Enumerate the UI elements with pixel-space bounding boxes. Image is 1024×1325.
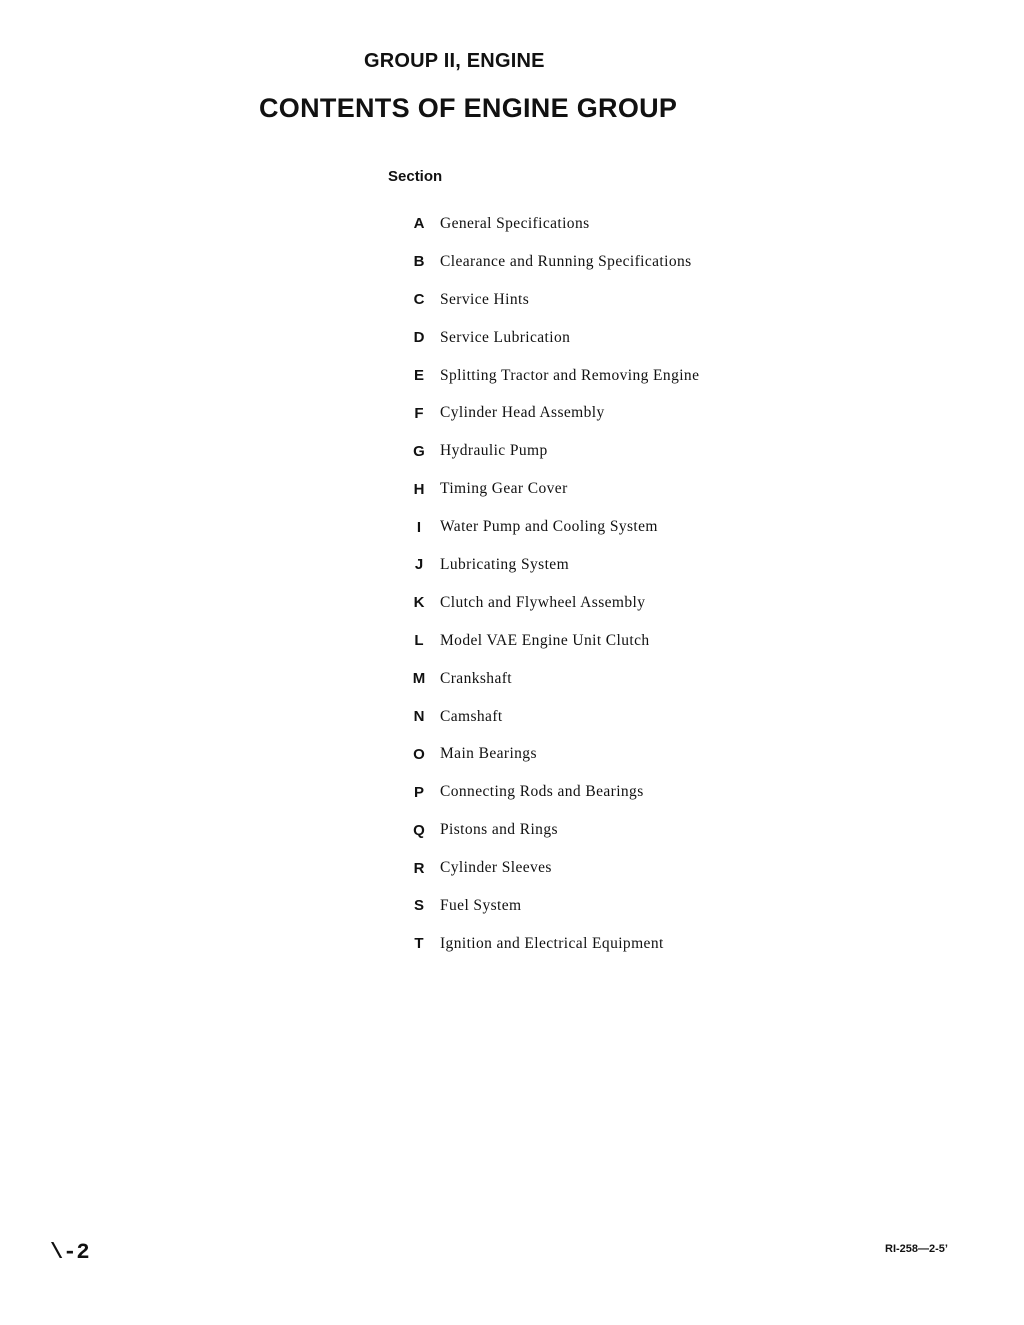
section-letter: O [413,745,425,763]
section-letter: N [413,708,425,726]
section-title: Service Hints [440,290,530,308]
section-letter: S [413,897,424,915]
contents-row-b [398,243,699,281]
contents-row-q [398,811,699,849]
section-title: Water Pump and Cooling System [440,518,658,536]
contents-row-f [398,394,699,432]
contents-row-l [398,622,699,660]
section-letter: L [414,632,424,650]
section-letter: B [413,253,425,271]
contents-row-k [398,584,699,622]
section-letter: J [414,556,424,574]
section-title: Lubricating System [440,555,570,573]
section-title: Fuel System [440,896,522,914]
section-title: Splitting Tractor and Removing Engine [440,366,700,384]
contents-row-g [398,432,699,470]
section-title: Ignition and Electrical Equipment [440,934,664,952]
contents-row-s [398,887,699,925]
contents-row-c [398,281,699,319]
section-title: General Specifications [440,214,590,232]
section-letter: E [413,367,424,384]
contents-row-m [398,660,699,698]
section-title: Clearance and Running Specifications [440,252,692,270]
section-letter: H [413,480,425,498]
section-letter: M [412,670,426,688]
contents-row-h [398,470,699,508]
section-title: Main Bearings [440,745,537,763]
section-title: Pistons and Rings [440,821,558,839]
section-title: Clutch and Flywheel Assembly [440,593,646,611]
section-letter: G [413,442,425,460]
contents-row-t [398,925,699,963]
section-title: Timing Gear Cover [440,480,568,498]
contents-row-o [398,735,699,773]
section-letter: K [413,594,425,612]
section-letter: T [414,935,424,953]
contents-list [398,205,699,963]
section-title: Hydraulic Pump [440,442,548,460]
section-title: Cylinder Head Assembly [440,404,605,422]
contents-row-e [398,357,699,395]
contents-row-p [398,773,699,811]
document-code: RI-258—2-5’ [885,1243,948,1255]
contents-row-j [398,546,699,584]
section-letter: Q [413,821,425,839]
section-letter: D [413,329,425,347]
section-letter: R [413,859,425,877]
section-title: Connecting Rods and Bearings [440,783,644,801]
page-number: \-2 [50,1240,90,1265]
contents-row-a [398,205,699,243]
section-letter: C [413,291,425,309]
section-letter: F [414,404,424,422]
group-title: GROUP II, ENGINE [364,50,545,72]
section-letter: I [416,518,422,536]
section-letter: A [413,215,425,233]
section-title: Camshaft [440,707,503,725]
contents-row-n [398,698,699,736]
section-title: Model VAE Engine Unit Clutch [440,631,650,649]
section-title: Cylinder Sleeves [440,859,552,877]
page-title: CONTENTS OF ENGINE GROUP [259,93,678,123]
contents-row-r [398,849,699,887]
section-title: Service Lubrication [440,328,571,346]
contents-row-i [398,508,699,546]
contents-row-d [398,319,699,357]
section-column-heading: Section [388,168,443,185]
section-title: Crankshaft [440,669,513,687]
section-letter: P [413,783,424,801]
